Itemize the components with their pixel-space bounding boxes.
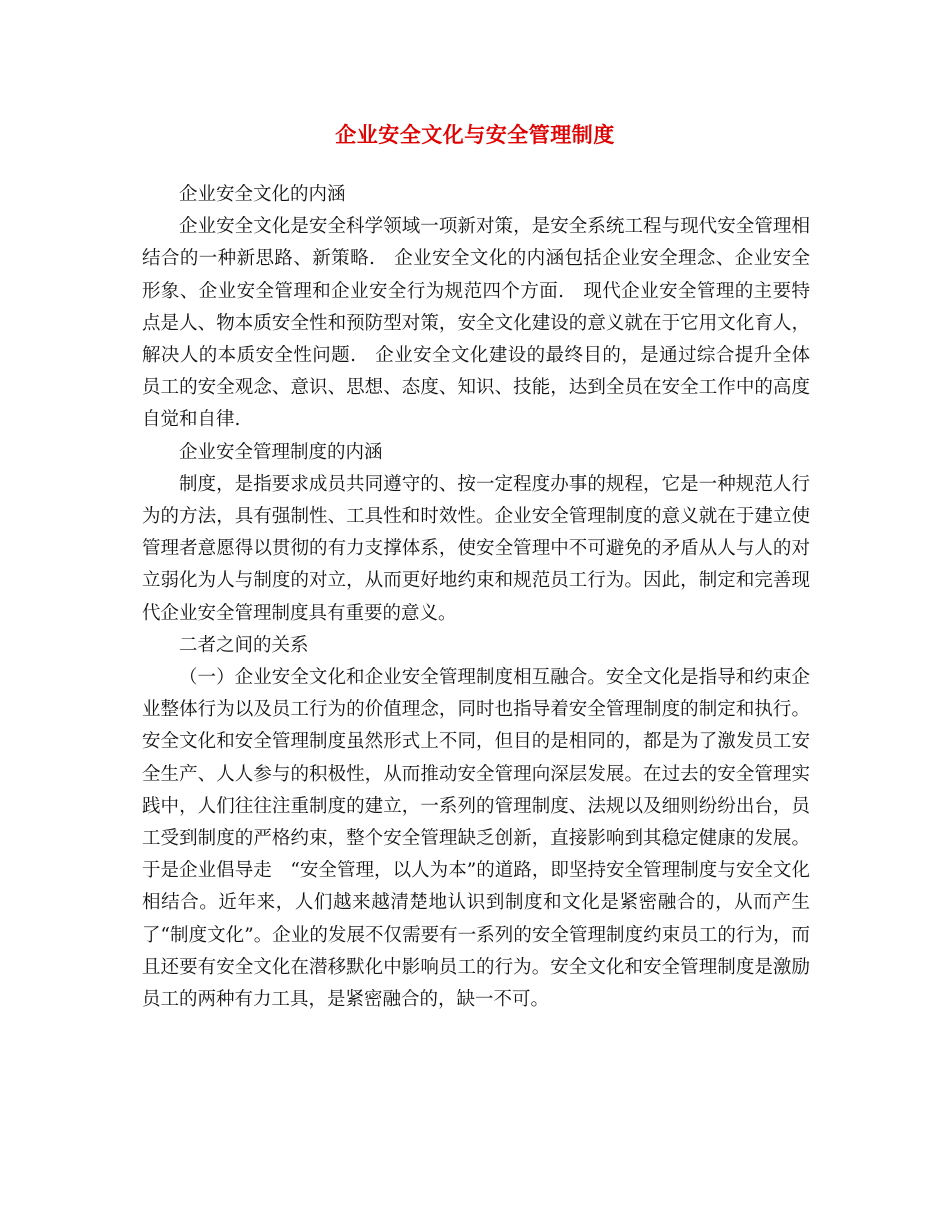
document-body [142,179,810,1016]
document-title: 企业安全文化与安全管理制度 [335,122,615,147]
section-heading-culture: 企业安全文化的内涵 [179,184,346,205]
section-heading-relationship: 二者之间的关系 [179,634,309,656]
paragraph-relationship: （一）企业安全文化和企业安全管理制度相互融合。安全文化是指导和约束企业整体行为以及员工行为的价值理念，同时也指导着安全管理制度的制定和执行。安全文化和安全管理制度虽然形式上不同，但目的是相同的，都是为了激发员工安全生产、人人参与的积极性，从而推动安全管理向深层发展。在过去的安全管理实践中，人们往往注重制度的建立，一系列的管理制度、法规以及细则纷纷出台，员工受到制度的严格约束，整个安全管理缺乏创新，直接影响到其稳定健康的发展。于是企业倡导走 “安全管理，以人为本”的道路，即坚持安全管理制度与安全文化相结合。近年来，人们越来越清楚地认识到制度和文化是紧密融合的，从而产生了“制度文化”。企业的发展不仅需要有一系列的安全管理制度约束员工的行为，而且还要有安全文化在潜移默化中影响员工的行为。安全文化和安全管理制度是激励员工的两种有力工具，是紧密融合的，缺一不可。 [142,667,810,1011]
paragraph-system: 制度，是指要求成员共同遵守的、按一定程度办事的规程，它是一种规范人行为的方法，具有强制性、工具性和时效性。企业安全管理制度的意义就在于建立使管理者意愿得以贯彻的有力支撑体系，使安全管理中不可避免的矛盾从人与人的对立弱化为人与制度的对立，从而更好地约束和规范员工行为。因此，制定和完善现代企业安全管理制度具有重要的意义。 [142,473,810,624]
paragraph-culture: 企业安全文化是安全科学领域一项新对策，是安全系统工程与现代安全管理相结合的一种新思路、新策略. 企业安全文化的内涵包括企业安全理念、企业安全形象、企业安全管理和企业安全行为规范四个方面. 现代企业安全管理的主要特点是人、物本质安全性和预防型对策，安全文化建设的意义就在于它用文化育人，解决人的本质安全性问题. 企业安全文化建设的最终目的，是通过综合提升全体员工的安全观念、意识、思想、态度、知识、技能，达到全员在安全工作中的高度自觉和自律. [142,216,810,431]
section-heading-system: 企业安全管理制度的内涵 [179,441,383,463]
